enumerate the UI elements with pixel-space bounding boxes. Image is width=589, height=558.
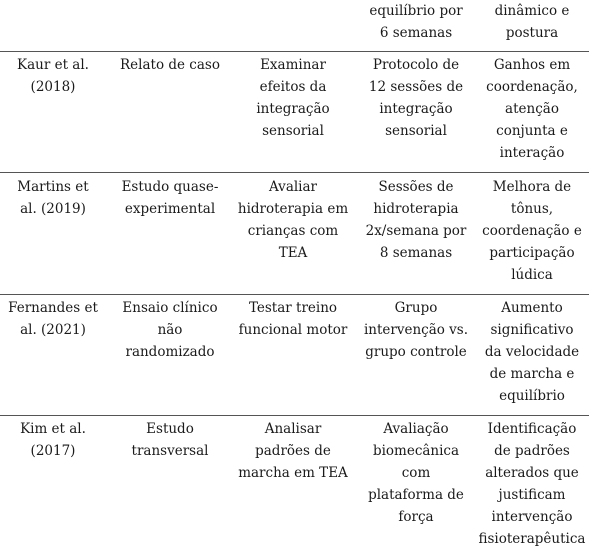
cell-line: alterados que — [485, 465, 579, 481]
continued-results-cell — [478, 0, 586, 44]
cell-line: Identificação — [487, 421, 577, 437]
design-cell — [115, 176, 225, 220]
objective-cell — [233, 54, 353, 142]
author-cell — [6, 418, 100, 462]
results-cell — [478, 176, 586, 286]
cell-line: participação — [489, 245, 575, 261]
cell-line: intervenção vs. — [363, 322, 469, 338]
results-cell — [478, 54, 586, 164]
cell-line: coordenação e — [482, 223, 582, 239]
cell-line: intervenção — [491, 509, 573, 525]
cell-line: Sessões de — [378, 179, 454, 195]
objective-cell — [233, 176, 353, 264]
row-divider — [0, 294, 589, 295]
cell-line: randomizado — [125, 344, 215, 360]
cell-line: Relato de caso — [120, 57, 220, 73]
cell-line: justificam — [498, 487, 566, 503]
cell-line: equilíbrio — [499, 388, 565, 404]
cell-line: Avaliar — [268, 179, 317, 195]
cell-line: de padrões — [494, 443, 570, 459]
cell-line: atenção — [505, 101, 559, 117]
row-divider — [0, 172, 589, 173]
cell-line: hidroterapia — [373, 201, 459, 217]
cell-line: efeitos da — [259, 79, 327, 95]
cell-line: Analisar — [264, 421, 322, 437]
results-cell — [478, 418, 586, 550]
design-cell — [115, 54, 225, 76]
cell-line: experimental — [124, 201, 216, 217]
cell-line: Fernandes et — [8, 300, 98, 316]
cell-line: plataforma de — [368, 487, 464, 503]
cell-line: transversal — [131, 443, 209, 459]
author-cell — [6, 54, 100, 98]
intervention-cell — [362, 297, 470, 363]
cell-line: da velocidade — [484, 344, 580, 360]
cell-line: força — [398, 509, 434, 525]
cell-line: Examinar — [260, 57, 326, 73]
continued-intervention-cell — [362, 0, 470, 44]
cell-line: grupo controle — [365, 344, 467, 360]
cell-line: conjunta e — [496, 123, 568, 139]
cell-line: Melhora de — [492, 179, 572, 195]
cell-line: Aumento — [501, 300, 563, 316]
cell-line: 8 semanas — [379, 245, 453, 261]
cell-line: Grupo — [394, 300, 438, 316]
objective-cell — [233, 418, 353, 484]
cell-line: sensorial — [262, 123, 324, 139]
cell-line: integração — [256, 101, 330, 117]
cell-line: Martins et — [17, 179, 89, 195]
cell-line: dinâmico e — [494, 3, 570, 19]
cell-line: com — [401, 465, 431, 481]
cell-line: Kim et al. — [20, 421, 86, 437]
cell-line: biomecânica — [372, 443, 460, 459]
cell-line: não — [157, 322, 183, 338]
cell-line: (2017) — [30, 443, 76, 459]
cell-line: coordenação, — [486, 79, 578, 95]
intervention-cell — [362, 176, 470, 264]
cell-line: postura — [505, 25, 559, 41]
design-cell — [115, 418, 225, 462]
cell-line: interação — [499, 145, 565, 161]
design-cell — [115, 297, 225, 363]
cell-line: lúdica — [511, 267, 553, 283]
cell-line: sensorial — [385, 123, 447, 139]
cell-line: significativo — [490, 322, 574, 338]
intervention-cell — [362, 418, 470, 528]
row-divider — [0, 415, 589, 416]
author-cell — [6, 176, 100, 220]
cell-line: (2018) — [30, 79, 76, 95]
cell-line: tônus, — [510, 201, 554, 217]
cell-line: crianças com — [247, 223, 339, 239]
cell-line: equilíbrio por — [369, 3, 463, 19]
cell-line: al. (2019) — [20, 201, 86, 217]
cell-line: 6 semanas — [379, 25, 453, 41]
cell-line: Estudo — [146, 421, 194, 437]
cell-line: al. (2021) — [20, 322, 86, 338]
cell-line: 12 sessões de — [368, 79, 464, 95]
results-cell — [478, 297, 586, 407]
cell-line: integração — [379, 101, 453, 117]
cell-line: Avaliação — [383, 421, 449, 437]
intervention-cell — [362, 54, 470, 142]
cell-line: Protocolo de — [372, 57, 460, 73]
cell-line: Kaur et al. — [17, 57, 89, 73]
cell-line: 2x/semana por — [365, 223, 467, 239]
cell-line: Ganhos em — [493, 57, 571, 73]
cell-line: TEA — [278, 245, 308, 261]
cell-line: funcional motor — [238, 322, 348, 338]
cell-line: Estudo quase- — [121, 179, 219, 195]
author-cell — [6, 297, 100, 341]
cell-line: padrões de — [255, 443, 331, 459]
cell-line: fisioterapêutica — [478, 531, 586, 547]
cell-line: de marcha e — [489, 366, 575, 382]
cell-line: Ensaio clínico — [122, 300, 218, 316]
row-divider — [0, 51, 589, 52]
cell-line: marcha em TEA — [238, 465, 348, 481]
cell-line: hidroterapia em — [237, 201, 349, 217]
cell-line: Testar treino — [248, 300, 338, 316]
objective-cell — [233, 297, 353, 341]
